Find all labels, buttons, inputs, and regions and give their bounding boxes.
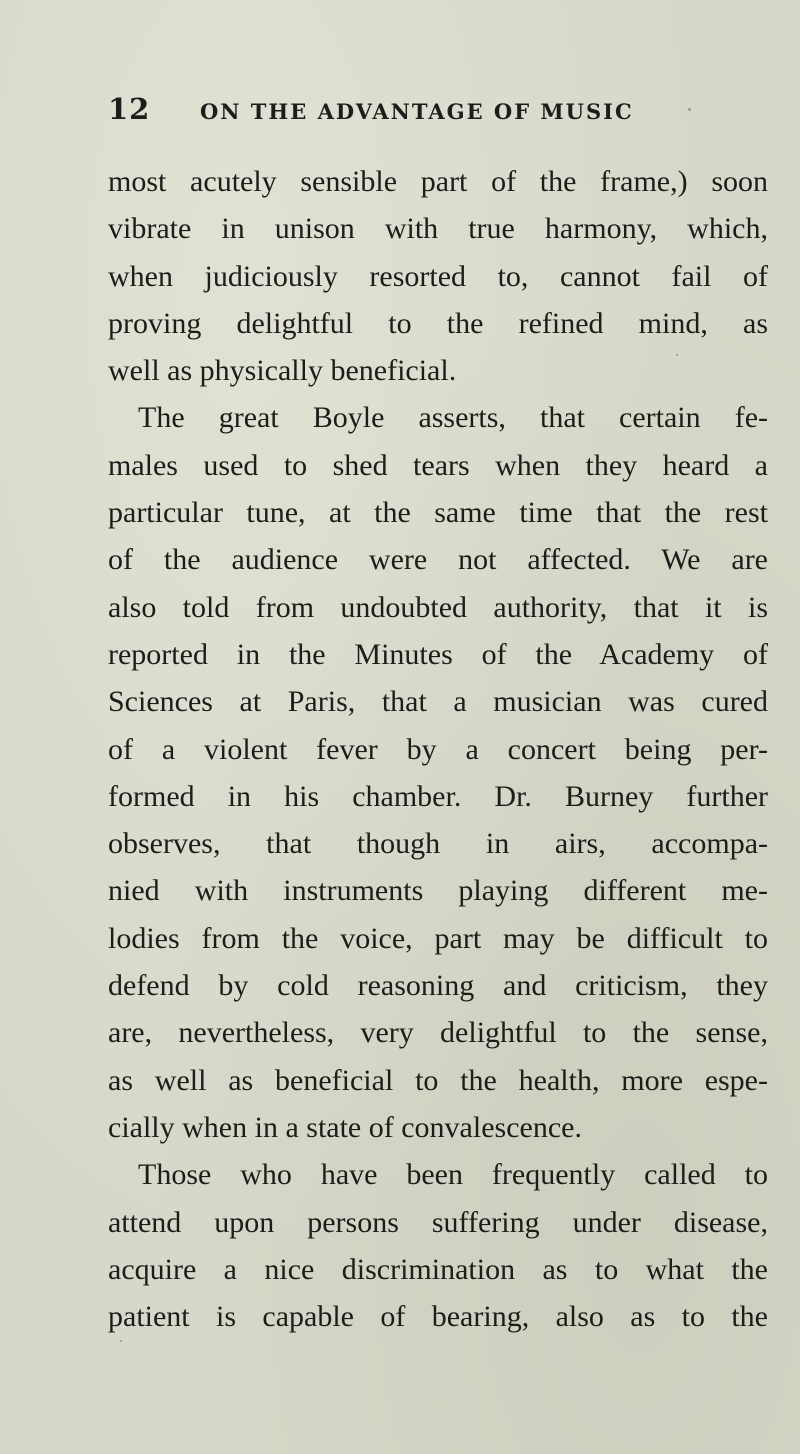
paper-speck — [120, 1340, 122, 1342]
running-head — [108, 92, 748, 132]
text-line: of a violent fever by a concert being per- — [108, 732, 768, 766]
text-line: are, nevertheless, very delightful to the sense, — [108, 1016, 768, 1050]
text-line: acquire a nice discrimination as to what the — [108, 1252, 768, 1286]
text-line: particular tune, at the same time that the rest — [108, 496, 768, 530]
text-line: observes, that though in airs, accompa- — [108, 827, 768, 861]
text-line: proving delightful to the refined mind, as — [108, 306, 768, 340]
body-text — [108, 158, 768, 1340]
text-line: as well as beneficial to the health, more espe- — [108, 1063, 768, 1097]
text-line: most acutely sensible part of the frame,) soon — [108, 165, 768, 198]
text-line: lodies from the voice, part may be difficult to — [108, 921, 768, 955]
text-line: attend upon persons suffering under disease, — [108, 1205, 768, 1239]
text-line: vibrate in unison with true harmony, which, — [108, 212, 768, 246]
text-line: nied with instruments playing different me- — [108, 874, 768, 908]
text-line: well as physically beneficial. — [108, 354, 457, 388]
text-line: Sciences at Paris, that a musician was cured — [108, 685, 768, 719]
text-line: cially when in a state of convalescence. — [108, 1110, 582, 1144]
paper-speck — [676, 354, 678, 356]
text-line: males used to shed tears when they heard a — [108, 448, 768, 482]
text-line: reported in the Minutes of the Academy of — [108, 637, 768, 671]
text-line: formed in his chamber. Dr. Burney further — [108, 779, 768, 813]
text-line: Those who have been frequently called to — [138, 1158, 768, 1192]
paper-speck — [688, 108, 691, 111]
text-line: when judiciously resorted to, cannot fail of — [108, 259, 768, 293]
text-line: of the audience were not affected. We are — [108, 543, 768, 577]
running-head-title: ON THE ADVANTAGE OF MUSIC — [200, 99, 634, 124]
text-line: also told from undoubted authority, that it is — [108, 590, 768, 624]
text-line: The great Boyle asserts, that certain fe- — [138, 401, 768, 435]
page-number: 12 — [108, 92, 151, 126]
text-line: patient is capable of bearing, also as to the — [108, 1300, 768, 1334]
text-line: defend by cold reasoning and criticism, they — [108, 969, 768, 1003]
